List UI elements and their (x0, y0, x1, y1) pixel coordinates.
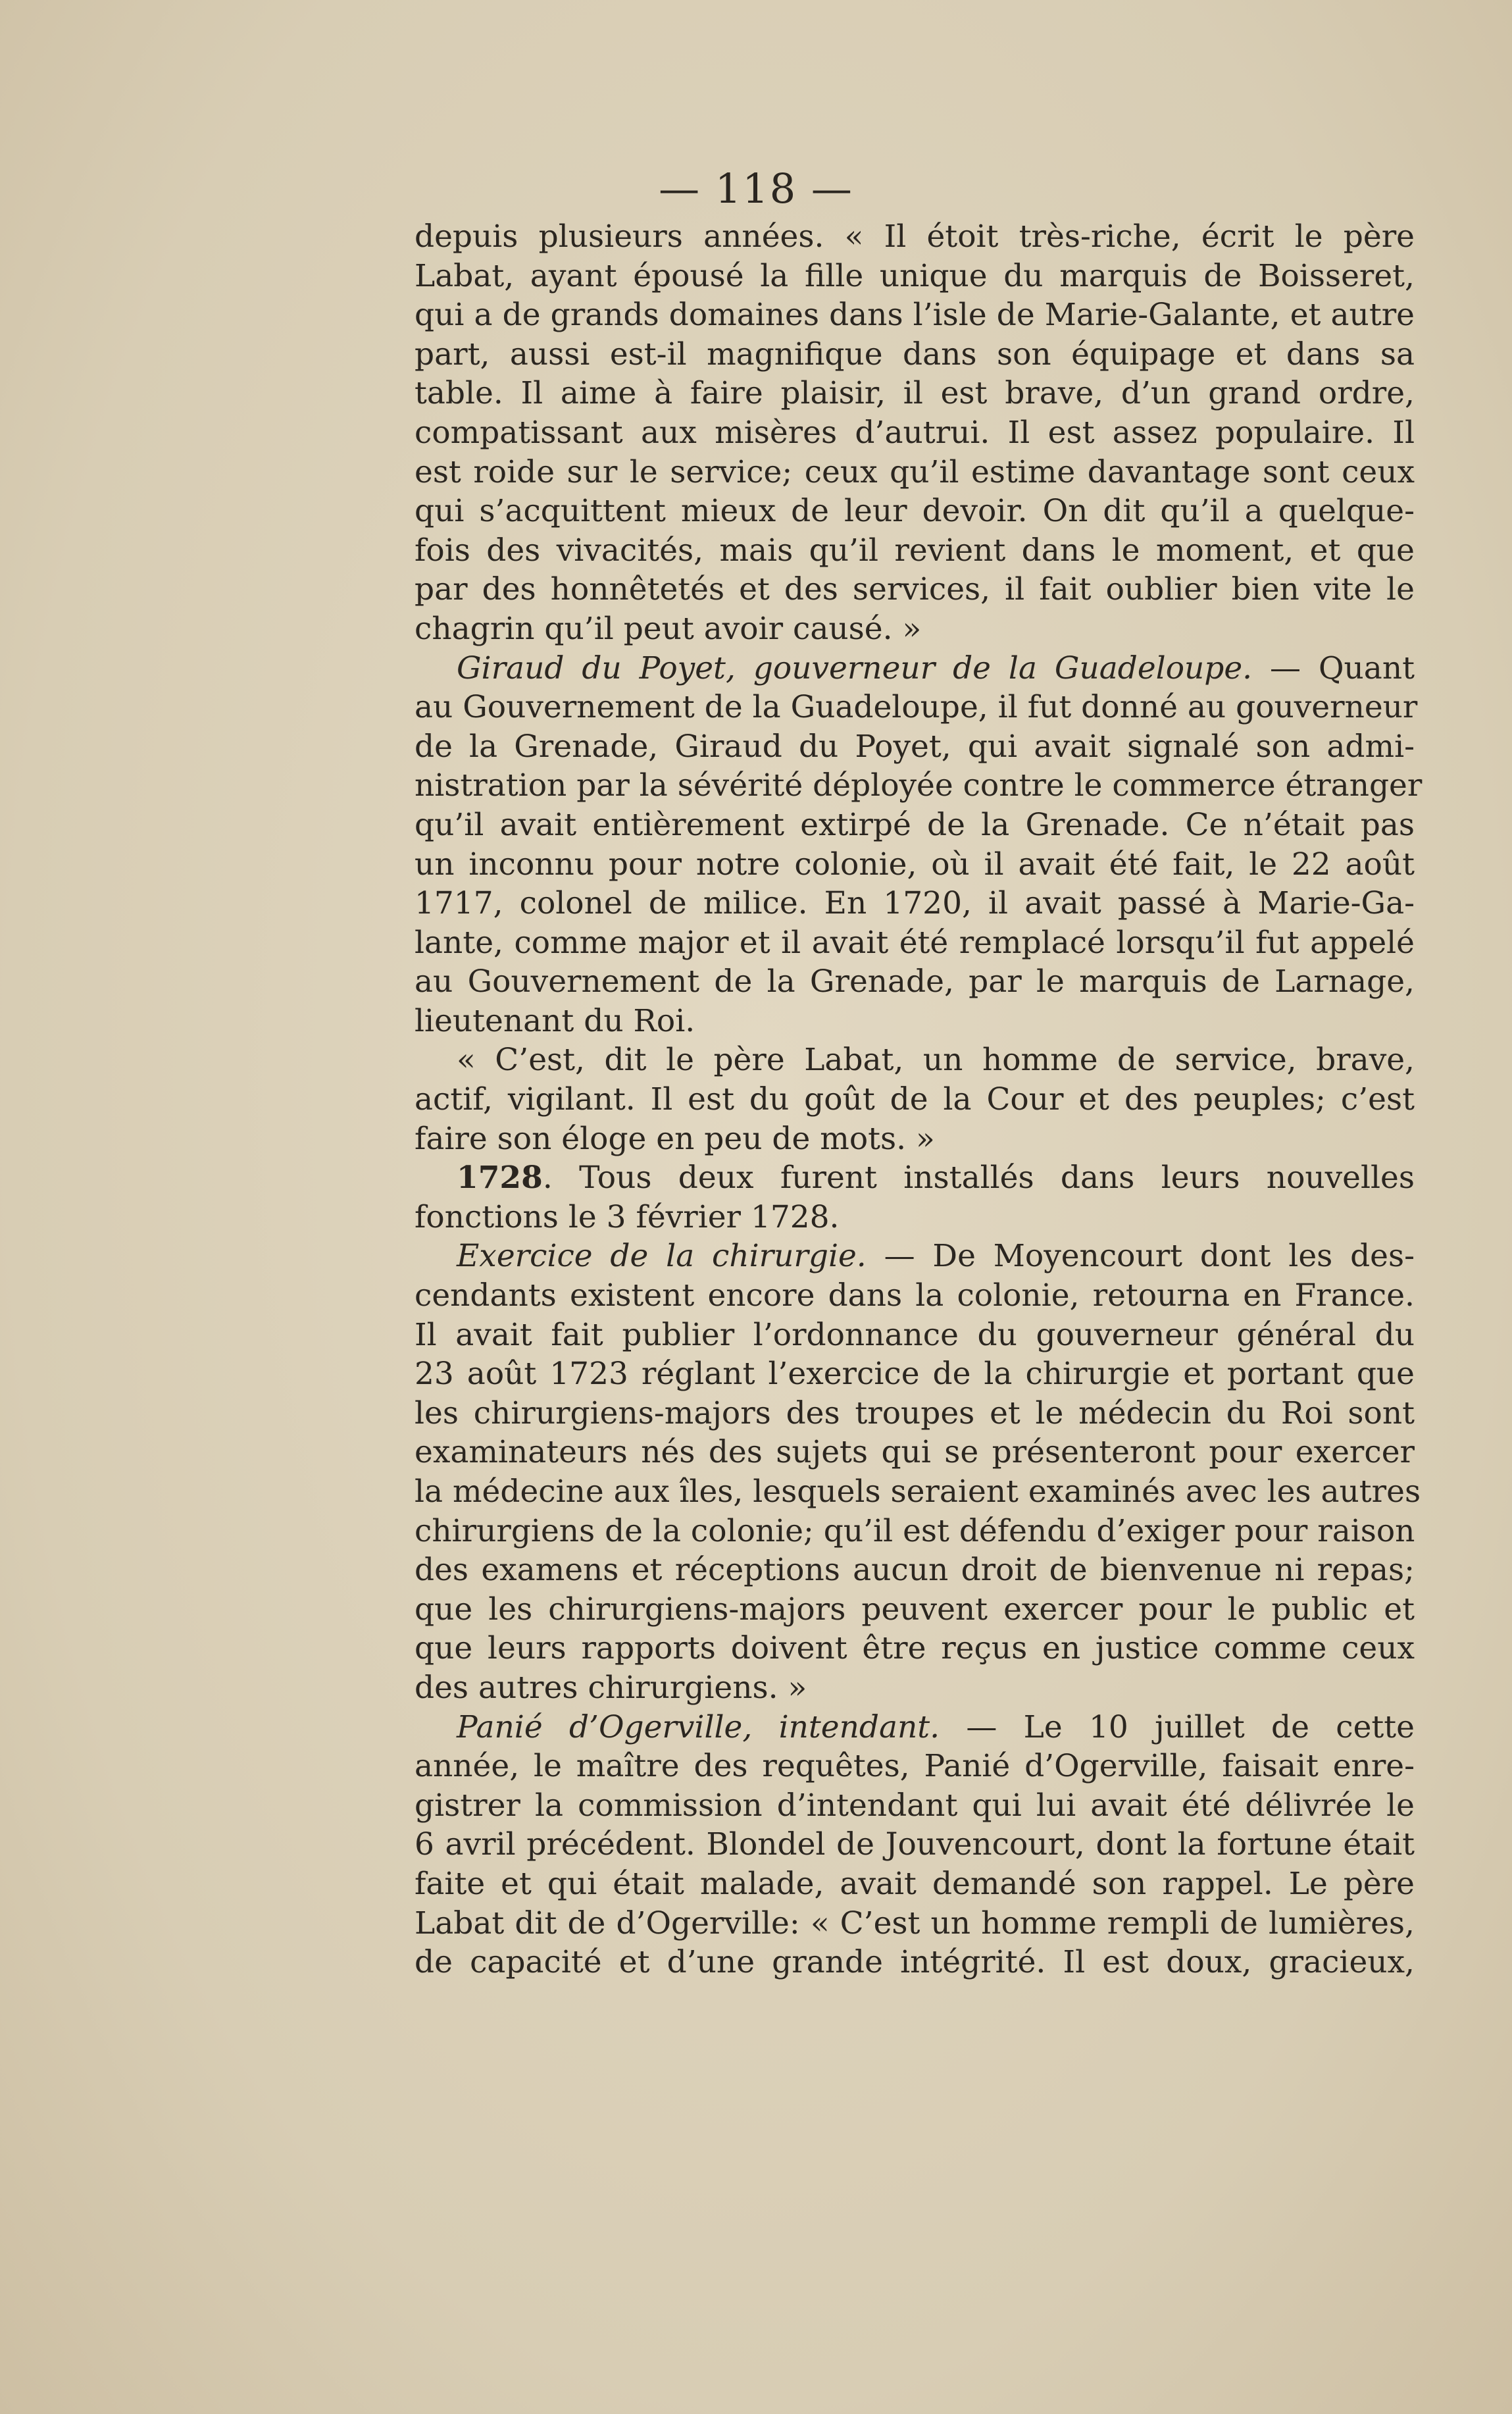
text-line (415, 923, 1415, 963)
text-line (415, 257, 1415, 296)
line-text: des autres chirurgiens. » (415, 1669, 807, 1706)
line-text: de la Grenade, Giraud du Poyet, qui avait signalé son admi- (415, 728, 1415, 765)
text-line (415, 1433, 1415, 1472)
line-text: fonctions le 3 février 1728. (415, 1198, 840, 1235)
text-line (415, 453, 1415, 492)
text-line (415, 413, 1415, 453)
text-line (415, 1119, 1415, 1159)
section-heading: Panié d’Ogerville, intendant. (457, 1708, 940, 1745)
text-line (415, 531, 1415, 571)
line-text: Labat, ayant épousé la fille unique du marquis de Boisseret, (415, 257, 1415, 294)
line-text: chagrin qu’il peut avoir causé. » (415, 610, 922, 647)
text-line (415, 217, 1415, 257)
line-text: faire son éloge en peu de mots. » (415, 1120, 935, 1157)
text-line (415, 649, 1415, 688)
line-text: lante, comme major et il avait été remplacé lorsqu’il fut appelé (415, 924, 1415, 961)
text-line (415, 1237, 1415, 1276)
line-text: Labat dit de d’Ogerville: « C’est un homme rempli de lumières, (415, 1905, 1415, 1941)
text-line (415, 1590, 1415, 1630)
line-text: que leurs rapports doivent être reçus en justice comme ceux (415, 1630, 1415, 1667)
line-text: la médecine aux îles, lesquels seraient examinés avec les autres (415, 1474, 1421, 1510)
line-text: année, le maître des requêtes, Panié d’Ogerville, faisait enre- (415, 1748, 1415, 1785)
text-line (415, 1002, 1415, 1041)
text-line (415, 1354, 1415, 1394)
line-text: compatissant aux misères d’autrui. Il est assez populaire. Il (415, 414, 1415, 451)
text-line (415, 806, 1415, 845)
line-text: examinateurs nés des sujets qui se présenteront pour exercer (415, 1434, 1415, 1471)
text-line (415, 1512, 1415, 1551)
line-text: — Le 10 juillet de cette (940, 1708, 1415, 1745)
line-text: cendants existent encore dans la colonie, retourna en France. (415, 1277, 1415, 1314)
line-text: qui s’acquittent mieux de leur devoir. On dit qu’il a quelque- (415, 493, 1415, 530)
line-text: — De Moyencourt dont les des- (866, 1238, 1415, 1275)
text-line (415, 1316, 1415, 1355)
line-text: chirurgiens de la colonie; qu’il est défendu d’exiger pour raison (415, 1512, 1415, 1549)
text-line (415, 1864, 1415, 1904)
text-line (415, 570, 1415, 609)
line-text: nistration par la sévérité déployée contre le commerce étranger (415, 767, 1423, 804)
line-text: 1717, colonel de milice. En 1720, il avait passé à Marie-Ga- (415, 885, 1415, 922)
text-line (415, 1394, 1415, 1433)
body-text (415, 217, 1423, 1982)
line-text: faite et qui était malade, avait demandé son rappel. Le père (415, 1865, 1415, 1902)
text-line (415, 766, 1423, 806)
line-text: qui a de grands domaines dans l’isle de Marie-Galante, et autre (415, 297, 1415, 334)
line-text: que les chirurgiens-majors peuvent exercer pour le public et (415, 1591, 1415, 1628)
line-text: qu’il avait entièrement extirpé de la Grenade. Ce n’était pas (415, 806, 1415, 843)
line-text: par des honnêtetés et des services, il fait oublier bien vite le (415, 571, 1415, 608)
text-line (415, 727, 1415, 767)
text-line (415, 1708, 1415, 1747)
text-line (415, 1943, 1415, 1982)
text-line (415, 1276, 1415, 1316)
text-line (415, 962, 1415, 1002)
text-line (415, 335, 1415, 374)
text-line (415, 374, 1415, 413)
line-text: — Quant (1252, 650, 1415, 686)
line-text: gistrer la commission d’intendant qui lui avait été délivrée le (415, 1787, 1415, 1824)
line-text: Il avait fait publier l’ordonnance du gouverneur général du (415, 1316, 1415, 1353)
text-line (415, 1551, 1415, 1590)
text-line (415, 1158, 1415, 1198)
line-text: part, aussi est-il magnifique dans son équipage et dans sa (415, 336, 1415, 372)
text-line (415, 492, 1415, 531)
text-line (415, 609, 1415, 649)
line-text: lieutenant du Roi. (415, 1002, 695, 1039)
line-text: de capacité et d’une grande intégrité. Il est doux, gracieux, (415, 1944, 1415, 1981)
text-line (415, 1904, 1415, 1943)
text-line (415, 1198, 1415, 1237)
line-text: depuis plusieurs années. « Il étoit très-riche, écrit le père (415, 218, 1415, 255)
line-text: un inconnu pour notre colonie, où il avait été fait, le 22 août (415, 846, 1415, 883)
line-text: 6 avril précédent. Blondel de Jouvencourt, dont la fortune était (415, 1826, 1415, 1863)
page-number: — 118 — (659, 165, 853, 213)
text-line (415, 1825, 1415, 1864)
text-line (415, 1080, 1415, 1119)
line-text: . Tous deux furent installés dans leurs nouvelles (542, 1160, 1415, 1196)
line-text: au Gouvernement de la Grenade, par le marquis de Larnage, (415, 963, 1415, 1000)
text-line (415, 1747, 1415, 1786)
line-text: est roide sur le service; ceux qu’il estime davantage sont ceux (415, 453, 1415, 490)
line-text: « C’est, dit le père Labat, un homme de service, brave, (457, 1042, 1415, 1079)
line-text: table. Il aime à faire plaisir, il est brave, d’un grand ordre, (415, 375, 1415, 412)
text-line (415, 845, 1415, 885)
line-text: au Gouvernement de la Guadeloupe, il fut donné au gouverneur (415, 689, 1418, 726)
line-text: des examens et réceptions aucun droit de bienvenue ni repas; (415, 1552, 1415, 1589)
text-line (415, 1040, 1415, 1080)
line-text: 23 août 1723 réglant l’exercice de la chirurgie et portant que (415, 1356, 1415, 1393)
text-line (415, 295, 1415, 335)
line-text: actif, vigilant. Il est du goût de la Cour et des peuples; c’est (415, 1081, 1415, 1118)
text-line (415, 1786, 1415, 1826)
text-line (415, 884, 1415, 923)
year-heading: 1728 (457, 1160, 543, 1196)
line-text: fois des vivacités, mais qu’il revient dans le moment, et que (415, 532, 1415, 569)
section-heading: Exercice de la chirurgie. (457, 1238, 867, 1275)
text-line (415, 1472, 1421, 1512)
text-line (415, 688, 1418, 727)
text-line (415, 1629, 1415, 1668)
text-line (415, 1668, 1415, 1708)
line-text: les chirurgiens-majors des troupes et le médecin du Roi sont (415, 1395, 1415, 1431)
section-heading: Giraud du Poyet, gouverneur de la Guadeloupe. (457, 650, 1253, 686)
